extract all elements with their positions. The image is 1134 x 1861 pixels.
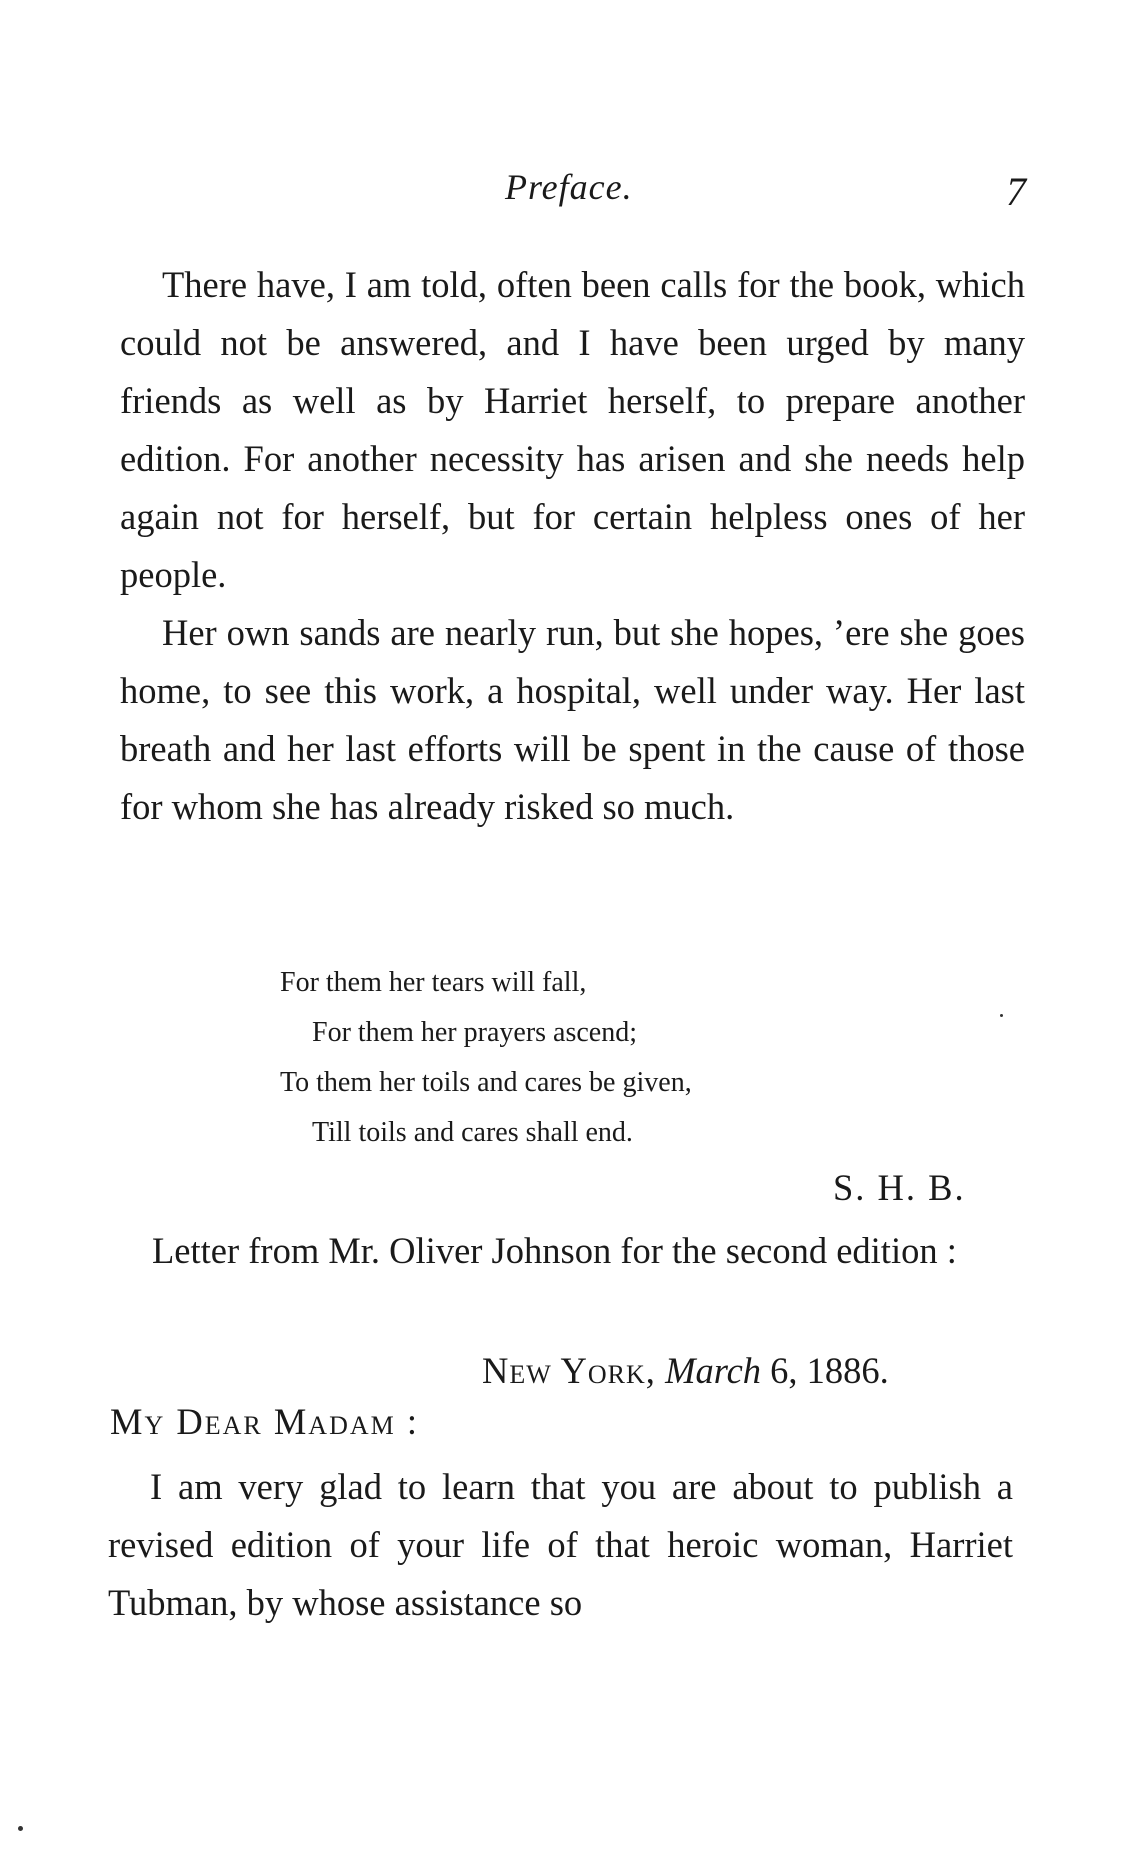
letter-intro: Letter from Mr. Oliver Johnson for the second edition : <box>152 1230 957 1271</box>
paragraph-1: There have, I am told, often been calls for the book, which could not be answered, and I have been urged by many friends as well as by Harriet herself, to prepare another edition. For another necessity has arisen and she needs help again not for herself, but for certain helpless ones of her people. <box>120 264 1025 595</box>
verse-line-1: For them her tears will fall, <box>280 967 587 998</box>
letter-salutation: My Dear Madam : <box>110 1401 420 1442</box>
letter-body: I am very glad to learn that you are about to publish a revised edition of your life of that heroic woman, Harriet Tubman, by whose assistance so <box>108 1466 1013 1623</box>
paper-speck <box>1000 1014 1003 1017</box>
verse-line-2: For them her prayers ascend; <box>312 1017 637 1048</box>
letter-dateline <box>482 1349 889 1392</box>
preface-body <box>120 256 1025 836</box>
paragraph-2: Her own sands are nearly run, but she hopes, ’ere she goes home, to see this work, a hospital, well under way. Her last breath and her last efforts will be spent in the cause of those for whom she has already risked so much. <box>120 612 1025 827</box>
verse-line-3: To them her toils and cares be given, <box>280 1067 692 1098</box>
running-title: Preface. <box>505 167 633 207</box>
dateline-month: March <box>665 1350 762 1391</box>
verse-stanza <box>280 958 692 1158</box>
running-head <box>0 166 1134 216</box>
verse-line-4: Till toils and cares shall end. <box>312 1117 633 1148</box>
page-number: 7 <box>1006 169 1026 214</box>
dateline-place: New York, <box>482 1350 656 1391</box>
author-initials: S. H. B. <box>833 1167 966 1208</box>
paper-speck <box>18 1826 23 1831</box>
dateline-date: 6, 1886. <box>770 1350 889 1391</box>
